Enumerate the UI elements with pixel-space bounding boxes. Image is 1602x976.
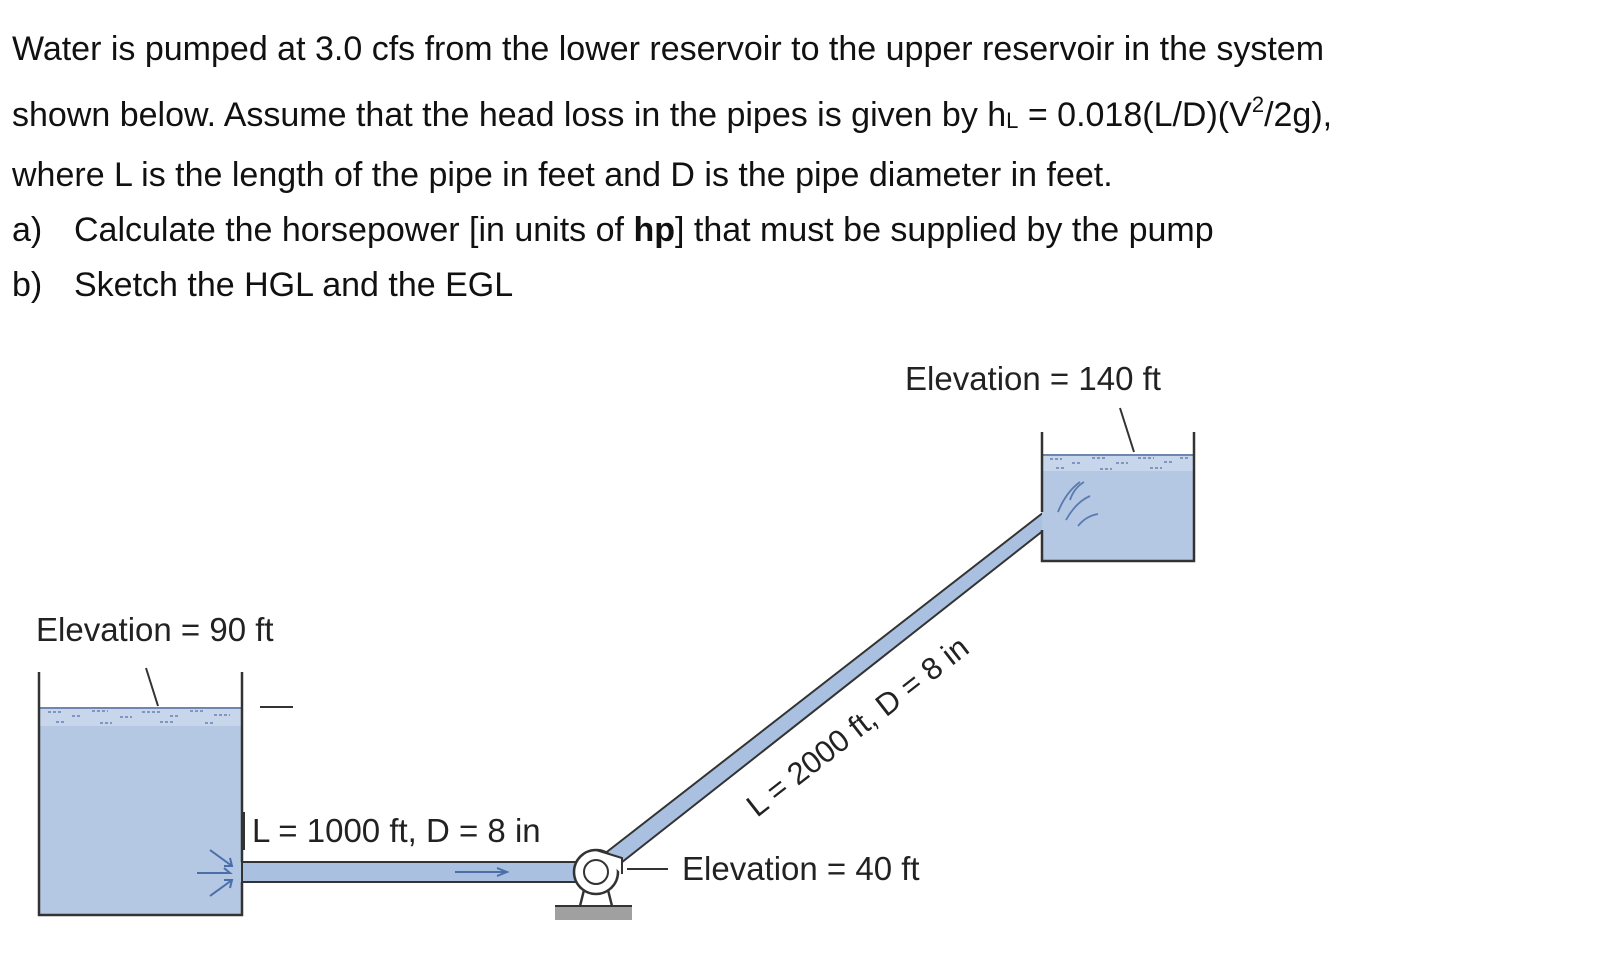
lower-elevation-label: Elevation = 90 ft <box>36 611 274 648</box>
pipe-1000ft <box>242 862 596 882</box>
part-a: a) Calculate the horsepower [in units of hp] that must be supplied by the pump <box>12 203 1582 258</box>
upper-elevation-leader <box>1120 408 1134 452</box>
part-a-label: a) <box>12 211 43 249</box>
problem-line-1: Water is pumped at 3.0 cfs from the lower reservoir to the upper reservoir in the system <box>12 30 1325 68</box>
pipe1-label: L = 1000 ft, D = 8 in <box>252 812 541 849</box>
upper-elevation-label: Elevation = 140 ft <box>905 360 1161 397</box>
pump-support <box>555 906 632 920</box>
pump-elevation-label: Elevation = 40 ft <box>682 850 920 887</box>
problem-line-2: shown below. Assume that the head loss in the pipes is given by hL = $0.018(L/D)(V^2/2g)$, <box>12 92 1333 134</box>
lower-elevation-leader <box>146 668 158 706</box>
pump-icon <box>555 850 632 920</box>
pipe2-label: L = 2000 ft, D = 8 in <box>739 629 976 824</box>
lower-reservoir-water <box>39 708 242 915</box>
problem-line-3: where L is the length of the pipe in feet and D is the pipe diameter in feet. <box>12 156 1113 194</box>
pipe-2000ft <box>599 512 1044 870</box>
part-b-label: b) <box>12 266 43 304</box>
part-b: b) Sketch the HGL and the EGL <box>12 258 1582 313</box>
upper-reservoir <box>1042 408 1194 561</box>
